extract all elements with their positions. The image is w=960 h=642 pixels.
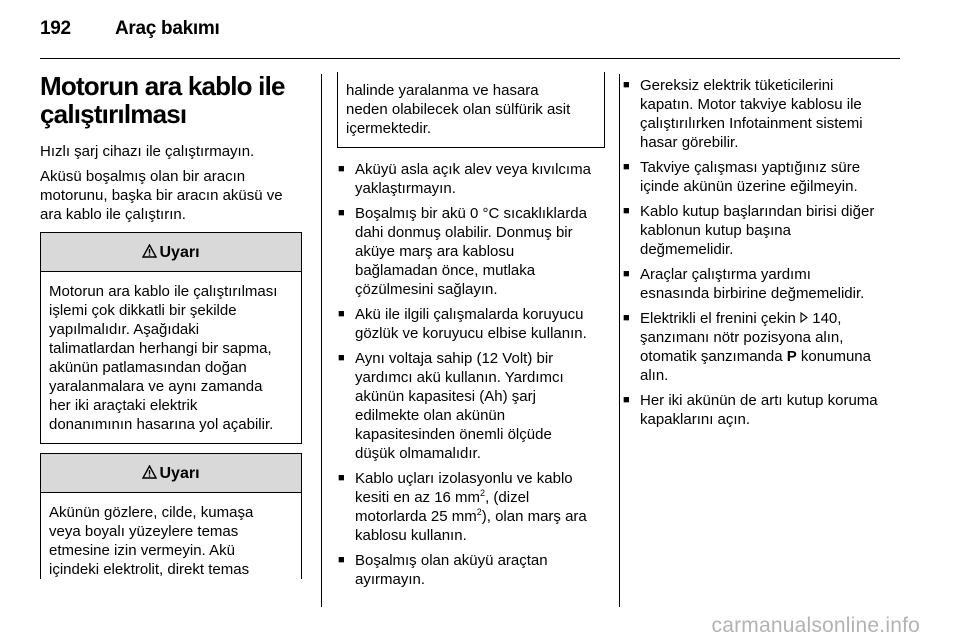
list-item: ■ Araçlar çalıştırma yardımı esnasında birbirine değmemelidir. — [622, 265, 904, 303]
list-item: ■ Aküyü asla açık alev veya kıvılcıma yaklaştırmayın. — [337, 160, 605, 198]
warning-label: Uyarı — [159, 464, 200, 482]
column-2 — [337, 72, 605, 595]
warning-box-2 — [40, 453, 302, 579]
header-rule — [40, 58, 900, 59]
column-divider — [619, 74, 620, 607]
list-item: ■ Gereksiz elektrik tüketicilerini kapatın. Motor takviye kablosu ile çalıştırılırken Infotainment sistemi hasar görebilir. — [622, 76, 904, 152]
warning-header — [41, 454, 301, 493]
intro-paragraph-2: Aküsü boşalmış olan bir aracın motorunu, başka bir aracın aküsü ve ara kablo ile çalıştırın. — [40, 168, 283, 223]
column-divider — [321, 74, 322, 607]
bullet-list-3 — [622, 76, 904, 429]
watermark: carmanualsonline.info — [711, 614, 920, 637]
list-item: ■ Kablo kutup başlarından birisi diğer kablonun kutup başına değmemelidir. — [622, 202, 904, 259]
warning-header — [41, 233, 301, 272]
superscript: 2 — [480, 488, 486, 498]
list-item-cable — [337, 469, 605, 545]
list-item: ■ Boşalmış olan aküyü araçtan ayırmayın. — [337, 551, 605, 589]
list-item: ■ Her iki akünün de artı kutup koruma kapaklarını açın. — [622, 391, 904, 429]
warning-text: Motorun ara kablo ile çalıştırılması işlemi çok dikkatli bir şekilde yapılmalıdır. Aşağıdaki talimatlardan herhangi bir sapma, akünün patlamasından doğan yaralanmalara ve aynı zamanda her iki araçtaki elektrik donanımının hasarına yol açabilir. — [49, 283, 278, 433]
list-item: ■ Boşalmış bir akü 0 °C sıcaklıklarda dahi donmuş olabilir. Donmuş bir aküye marş ara kablosu bağlamadan önce, mutlaka çözülmesini sağlayın. — [337, 204, 605, 299]
warning-box-1 — [40, 232, 302, 444]
text-segment: , (dizel motorlarda 25 mm — [355, 489, 530, 525]
text-segment: konumuna alın. — [640, 348, 871, 384]
text-segment: ), olan marş ara kablosu kullanın. — [355, 508, 587, 544]
warning-box-2-continued: halinde yaralanma ve hasara neden olabilecek olan sülfürik asit içermektedir. — [337, 72, 605, 148]
section-title: Motorun ara kablo ile çalıştırılması — [40, 71, 285, 129]
text-segment: Elektrikli el frenini çekin — [640, 310, 801, 327]
column-1 — [40, 72, 302, 588]
page-header — [40, 18, 920, 58]
superscript: 2 — [476, 507, 482, 517]
chapter-title: Araç bakımı — [115, 18, 220, 39]
text-segment: Kablo uçları izolasyonlu ve kablo kesiti en az 16 mm — [355, 470, 573, 506]
warning-text: Akünün gözlere, cilde, kumaşa veya boyalı yüzeylere temas etmesine izin vermeyin. Akü içindeki elektrolit, direkt temas — [40, 493, 302, 579]
gear-position-p: P — [786, 348, 797, 365]
warning-triangle-icon — [142, 465, 157, 482]
bullet-list-2 — [337, 160, 605, 589]
list-item: ■ Takviye çalışması yaptığınız süre içinde akünün üzerine eğilmeyin. — [622, 158, 904, 196]
list-item: ■ Aynı voltaja sahip (12 Volt) bir yardımcı akü kullanın. Yardımcı akünün kapasitesi (Ah) şarj edilmekte olan akünün kapasitesinden önemli ölçüde düşük olmamalıdır. — [337, 349, 605, 463]
cross-reference-arrow-icon — [800, 309, 808, 328]
intro-paragraph-1: Hızlı şarj cihazı ile çalıştırmayın. — [40, 143, 255, 160]
page-number: 192 — [40, 18, 71, 39]
list-item: ■ Akü ile ilgili çalışmalarda koruyucu gözlük ve koruyucu elbise kullanın. — [337, 305, 605, 343]
list-item-brake — [622, 309, 904, 385]
warning-triangle-icon — [142, 244, 157, 261]
column-3 — [622, 76, 904, 435]
text-segment: 140, şanzımanı nötr pozisyona alın, otomatik şanzımanda — [640, 310, 844, 365]
warning-label: Uyarı — [159, 243, 200, 261]
